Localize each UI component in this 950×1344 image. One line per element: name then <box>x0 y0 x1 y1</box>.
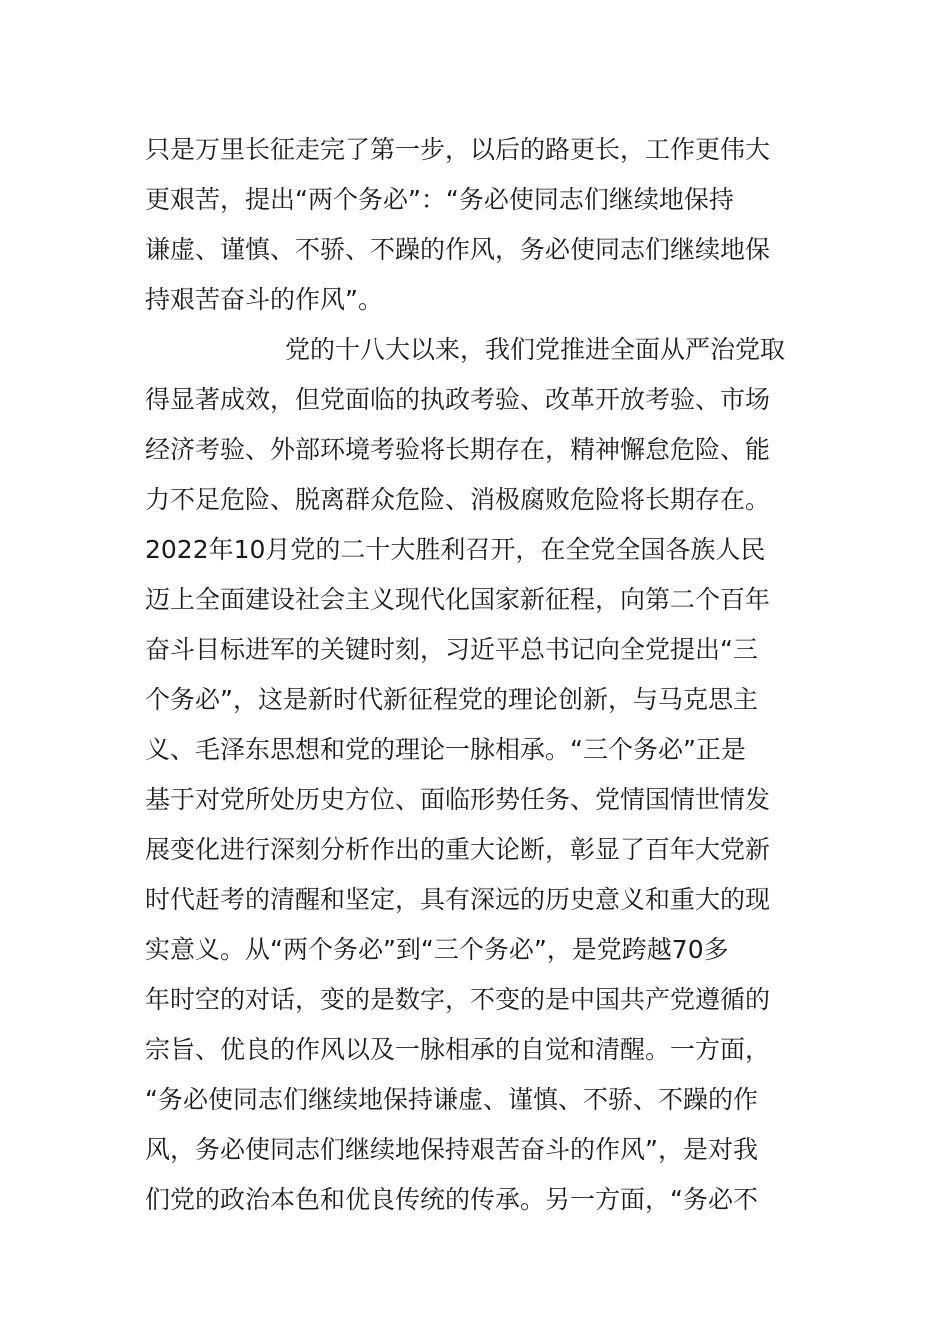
text-line: 们党的政治本色和优良传统的传承。另一方面，“务必不 <box>145 1185 758 1214</box>
text-line: 力不足危险、脱离群众危险、消极腐败危险将长期存在。 <box>145 485 771 514</box>
text-line: 更艰苦，提出“两个务必”：“务必使同志们继续地保持 <box>145 185 734 214</box>
text-line: 时代赶考的清醒和坚定，具有深远的历史意义和重大的现 <box>145 885 771 914</box>
paragraph-first-line: 党的十八大以来，我们党推进全面从严治党取 <box>285 335 786 364</box>
text-line: 基于对党所处历史方位、面临形势任务、党情国情世情发 <box>145 785 771 814</box>
text-line: 只是万里长征走完了第一步，以后的路更长，工作更伟大 <box>145 135 771 164</box>
text-line: 奋斗目标进军的关键时刻，习近平总书记向全党提出“三 <box>145 635 758 664</box>
text-line: 持艰苦奋斗的作风”。 <box>145 285 383 314</box>
text-line: 实意义。从“两个务必”到“三个务必”，是党跨越70多 <box>145 935 729 964</box>
text-line: 个务必”，这是新时代新征程党的理论创新，与马克思主 <box>145 685 758 714</box>
text-line: 宗旨、优良的作风以及一脉相承的自觉和清醒。一方面， <box>145 1035 771 1064</box>
text-line: 得显著成效，但党面临的执政考验、改革开放考验、市场 <box>145 385 771 414</box>
text-line: 风，务必使同志们继续地保持艰苦奋斗的作风”，是对我 <box>145 1135 758 1164</box>
text-line: 迈上全面建设社会主义现代化国家新征程，向第二个百年 <box>145 585 771 614</box>
text-line: 年时空的对话，变的是数字，不变的是中国共产党遵循的 <box>145 985 771 1014</box>
text-line: 2022年10月党的二十大胜利召开，在全党全国各族人民 <box>145 535 766 564</box>
text-line: “务必使同志们继续地保持谦虚、谨慎、不骄、不躁的作 <box>145 1085 758 1114</box>
text-line: 经济考验、外部环境考验将长期存在，精神懈怠危险、能 <box>145 435 771 464</box>
text-line: 展变化进行深刻分析作出的重大论断，彰显了百年大党新 <box>145 835 771 864</box>
text-line: 义、毛泽东思想和党的理论一脉相承。“三个务必”正是 <box>145 735 746 764</box>
text-line: 谦虚、谨慎、不骄、不躁的作风，务必使同志们继续地保 <box>145 235 771 264</box>
